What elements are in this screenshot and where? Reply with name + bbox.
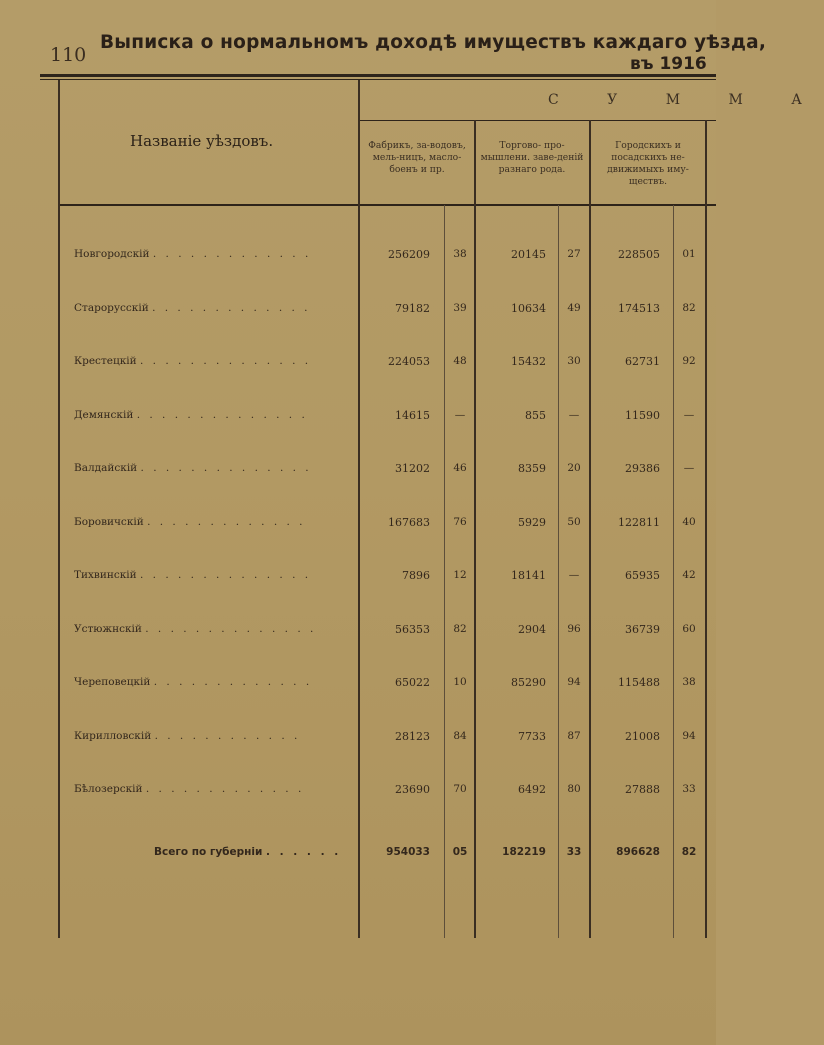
total-c3: 896628 (616, 846, 660, 858)
property-kopecks: 40 (682, 516, 696, 528)
col3-header: Городскихъ и посадскихъ не-движимыхъ иму-ществъ. (607, 140, 689, 187)
property-rubles: 115488 (618, 676, 660, 689)
factories-rubles: 224053 (388, 355, 430, 368)
trade-rubles: 10634 (511, 302, 546, 315)
leader-dots: . . . . . . . . . . . . (154, 730, 301, 742)
leader-dots: . . . . . . . . . . . . . (152, 248, 312, 260)
property-kopecks: 01 (682, 248, 696, 260)
trade-kopecks: 30 (567, 355, 581, 367)
trade-rubles: 15432 (511, 355, 546, 368)
factories-rubles: 65022 (395, 676, 430, 689)
header-rule (60, 204, 716, 206)
property-rubles: 65935 (625, 569, 660, 582)
factories-kopecks: 84 (453, 730, 467, 742)
property-rubles: 228505 (618, 248, 660, 261)
kop2-left-line (558, 205, 559, 938)
leader-dots: . . . . . . . . . . . . . (153, 676, 313, 688)
property-kopecks: 60 (682, 623, 696, 635)
total-k2: 33 (566, 846, 582, 858)
property-rubles: 122811 (618, 516, 660, 529)
factories-rubles: 167683 (388, 516, 430, 529)
property-rubles: 174513 (618, 302, 660, 315)
page-subtitle: въ 1916 (630, 54, 707, 74)
district-label: Бѣлозерскій (74, 783, 143, 795)
factories-kopecks: — (454, 409, 466, 421)
trade-kopecks: 87 (567, 730, 581, 742)
district-label: Череповецкій (74, 676, 151, 688)
property-rubles: 29386 (625, 462, 660, 475)
trade-kopecks: 96 (567, 623, 581, 635)
factories-kopecks: 82 (453, 623, 467, 635)
district-name (74, 516, 306, 528)
total-c2: 182219 (502, 846, 546, 858)
district-label: Боровичскій (74, 516, 144, 528)
trade-kopecks: 80 (567, 783, 581, 795)
leader-dots: . . . . . . . . . . . . . . (145, 623, 317, 635)
district-label: Валдайскій (74, 462, 138, 474)
leader-dots: . . . . . . . . . . . . . (147, 516, 306, 528)
factories-kopecks: 70 (453, 783, 467, 795)
property-rubles: 11590 (625, 409, 660, 422)
total-c1: 954033 (386, 846, 430, 858)
districts-header: Названіе уѣздовъ. (130, 132, 274, 150)
kop1-left-line (444, 205, 445, 938)
total-label (154, 846, 341, 858)
trade-rubles: 7733 (518, 730, 546, 743)
col3-left-line (589, 120, 591, 938)
right-edge-line (705, 120, 707, 938)
leader-dots: . . . . . . . . . . . . . . (139, 355, 312, 367)
district-name (74, 248, 311, 260)
factories-kopecks: 10 (453, 676, 467, 688)
district-label: Новгородскій (74, 248, 150, 260)
property-kopecks: 42 (682, 569, 696, 581)
district-name (74, 783, 304, 795)
district-name (74, 302, 311, 314)
trade-rubles: 85290 (511, 676, 546, 689)
district-label: Демянскій (74, 409, 134, 421)
top-rule-thin (40, 79, 716, 80)
summa-header: С У М М А (548, 92, 824, 108)
factories-rubles: 31202 (395, 462, 430, 475)
factories-kopecks: 48 (453, 355, 467, 367)
trade-rubles: 2904 (518, 623, 546, 636)
factories-kopecks: 38 (453, 248, 467, 260)
leader-dots: . . . . . . . . . . . . . . (139, 569, 312, 581)
property-kopecks: — (683, 409, 695, 421)
district-name (74, 462, 312, 474)
factories-rubles: 79182 (395, 302, 430, 315)
factories-rubles: 23690 (395, 783, 430, 796)
col2-header: Торгово- про-мышлени. заве-деній разнаго рода. (480, 140, 584, 175)
total-k3: 82 (681, 846, 697, 858)
factories-kopecks: 39 (453, 302, 467, 314)
trade-kopecks: — (568, 569, 580, 581)
total-k1: 05 (452, 846, 468, 858)
leader-dots: . . . . . . . . . . . . . . (140, 462, 312, 474)
leader-dots: . . . . . . . . . . . . . (152, 302, 311, 314)
property-rubles: 21008 (625, 730, 660, 743)
trade-kopecks: — (568, 409, 580, 421)
property-kopecks: 33 (682, 783, 696, 795)
trade-kopecks: 50 (567, 516, 581, 528)
total-name: Всего по губерніи (154, 846, 263, 858)
property-kopecks: 92 (682, 355, 696, 367)
district-label: Устюжнскій (74, 623, 142, 635)
district-name (74, 409, 308, 421)
leader-dots: . . . . . . . . . . . . . (145, 783, 305, 795)
left-border (58, 80, 60, 938)
trade-kopecks: 94 (567, 676, 581, 688)
name-column-border (358, 80, 360, 938)
property-kopecks: 38 (682, 676, 696, 688)
property-kopecks: 82 (682, 302, 696, 314)
district-name (74, 676, 312, 688)
trade-rubles: 8359 (518, 462, 546, 475)
property-rubles: 62731 (625, 355, 660, 368)
factories-kopecks: 46 (453, 462, 467, 474)
district-label: Старорусскій (74, 302, 149, 314)
district-name (74, 569, 311, 581)
total-dots: . . . . . . (266, 846, 342, 858)
kop3-left-line (673, 205, 674, 938)
factories-rubles: 14615 (395, 409, 430, 422)
district-name (74, 355, 311, 367)
district-name (74, 623, 316, 635)
property-rubles: 27888 (625, 783, 660, 796)
trade-kopecks: 20 (567, 462, 581, 474)
district-label: Тихвинскій (74, 569, 137, 581)
property-kopecks: 94 (682, 730, 696, 742)
property-kopecks: — (683, 462, 695, 474)
factories-rubles: 56353 (395, 623, 430, 636)
trade-rubles: 18141 (511, 569, 546, 582)
leader-dots: . . . . . . . . . . . . . . (136, 409, 308, 421)
district-label: Кирилловскій (74, 730, 152, 742)
factories-rubles: 256209 (388, 248, 430, 261)
district-name (74, 730, 300, 742)
col2-left-line (474, 120, 476, 938)
summa-rule (360, 120, 716, 121)
trade-rubles: 855 (525, 409, 546, 422)
trade-rubles: 5929 (518, 516, 546, 529)
trade-kopecks: 49 (567, 302, 581, 314)
district-label: Крестецкій (74, 355, 137, 367)
top-rule-thick (40, 74, 716, 77)
trade-rubles: 20145 (511, 248, 546, 261)
trade-rubles: 6492 (518, 783, 546, 796)
factories-rubles: 7896 (402, 569, 430, 582)
trade-kopecks: 27 (567, 248, 581, 260)
page-number: 110 (50, 44, 87, 66)
factories-kopecks: 76 (453, 516, 467, 528)
col1-header: Фабрикъ, за-водовъ, мель-ницъ, масло-боенъ и пр. (368, 140, 466, 175)
factories-rubles: 28123 (395, 730, 430, 743)
page-title: Выписка о нормальномъ доходѣ имуществъ каждаго уѣзда, (100, 32, 767, 53)
property-rubles: 36739 (625, 623, 660, 636)
factories-kopecks: 12 (453, 569, 467, 581)
